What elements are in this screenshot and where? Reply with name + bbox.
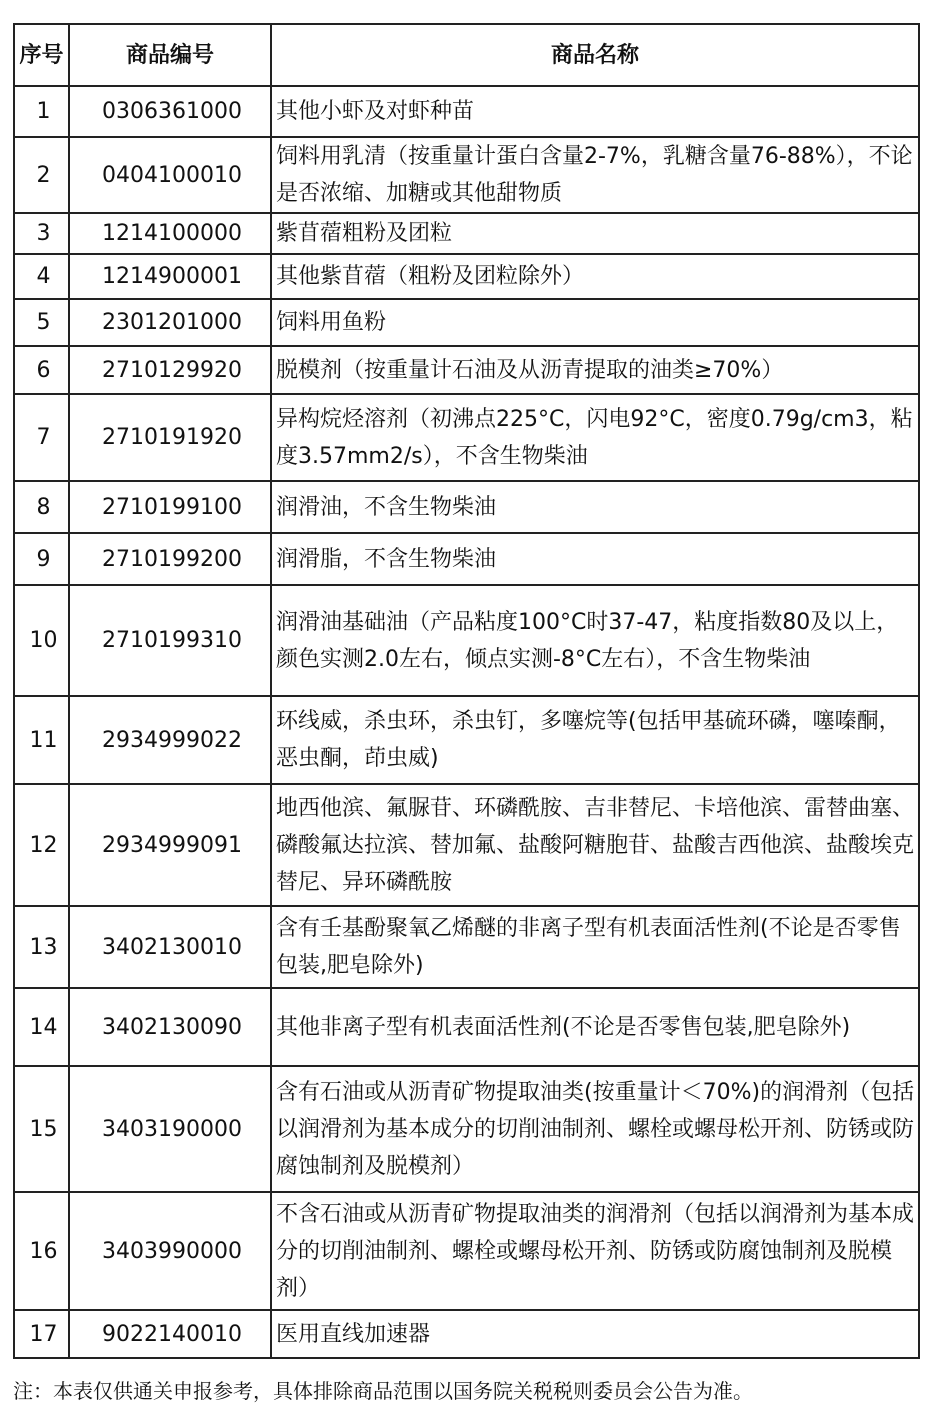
row-name: 润滑脂，不含生物柴油 bbox=[271, 533, 919, 585]
table-row bbox=[14, 394, 919, 481]
table-row bbox=[14, 137, 919, 213]
row-code: 2710199310 bbox=[69, 585, 271, 696]
row-seq: 12 bbox=[14, 784, 69, 906]
table-row bbox=[14, 1066, 919, 1192]
row-code: 0306361000 bbox=[69, 86, 271, 137]
row-seq: 8 bbox=[14, 481, 69, 533]
table-row bbox=[14, 696, 919, 784]
table-row bbox=[14, 213, 919, 254]
row-seq: 15 bbox=[14, 1066, 69, 1192]
row-name: 饲料用鱼粉 bbox=[271, 299, 919, 346]
row-code: 2710191920 bbox=[69, 394, 271, 481]
row-code: 2710199100 bbox=[69, 481, 271, 533]
row-seq: 9 bbox=[14, 533, 69, 585]
row-seq: 16 bbox=[14, 1192, 69, 1310]
table-row bbox=[14, 533, 919, 585]
row-code: 3402130010 bbox=[69, 906, 271, 988]
row-name: 润滑油，不含生物柴油 bbox=[271, 481, 919, 533]
row-code: 3403190000 bbox=[69, 1066, 271, 1192]
row-seq: 3 bbox=[14, 213, 69, 254]
row-name: 润滑油基础油（产品粘度100°C时37-47，粘度指数80及以上，颜色实测2.0左右，倾点实测-8°C左右），不含生物柴油 bbox=[271, 585, 919, 696]
row-name: 其他小虾及对虾种苗 bbox=[271, 86, 919, 137]
row-seq: 11 bbox=[14, 696, 69, 784]
row-code: 2934999091 bbox=[69, 784, 271, 906]
table-row bbox=[14, 988, 919, 1066]
table-row bbox=[14, 784, 919, 906]
row-seq: 17 bbox=[14, 1310, 69, 1358]
row-seq: 2 bbox=[14, 137, 69, 213]
row-seq: 5 bbox=[14, 299, 69, 346]
row-name: 含有石油或从沥青矿物提取油类(按重量计＜70%)的润滑剂（包括以润滑剂为基本成分的切削油制剂、螺栓或螺母松开剂、防锈或防腐蚀制剂及脱模剂） bbox=[271, 1066, 919, 1192]
row-name: 医用直线加速器 bbox=[271, 1310, 919, 1358]
row-code: 1214900001 bbox=[69, 254, 271, 299]
exclusion-table bbox=[13, 23, 920, 1359]
row-name: 地西他滨、氟脲苷、环磷酰胺、吉非替尼、卡培他滨、雷替曲塞、磷酸氟达拉滨、替加氟、盐酸阿糖胞苷、盐酸吉西他滨、盐酸埃克替尼、异环磷酰胺 bbox=[271, 784, 919, 906]
row-name: 其他紫苜蓿（粗粉及团粒除外） bbox=[271, 254, 919, 299]
row-code: 3402130090 bbox=[69, 988, 271, 1066]
table-row bbox=[14, 585, 919, 696]
table-row bbox=[14, 906, 919, 988]
row-seq: 6 bbox=[14, 346, 69, 394]
row-name: 不含石油或从沥青矿物提取油类的润滑剂（包括以润滑剂为基本成分的切削油制剂、螺栓或螺母松开剂、防锈或防腐蚀制剂及脱模剂） bbox=[271, 1192, 919, 1310]
row-code: 3403990000 bbox=[69, 1192, 271, 1310]
table-row bbox=[14, 1192, 919, 1310]
row-code: 2301201000 bbox=[69, 299, 271, 346]
footnote: 注：本表仅供通关申报参考，具体排除商品范围以国务院关税税则委员会公告为准。 bbox=[13, 1379, 753, 1403]
row-name: 含有壬基酚聚氧乙烯醚的非离子型有机表面活性剂(不论是否零售包装,肥皂除外) bbox=[271, 906, 919, 988]
table-row bbox=[14, 254, 919, 299]
row-name: 饲料用乳清（按重量计蛋白含量2-7%，乳糖含量76-88%），不论是否浓缩、加糖或其他甜物质 bbox=[271, 137, 919, 213]
row-seq: 10 bbox=[14, 585, 69, 696]
header-code: 商品编号 bbox=[69, 24, 271, 86]
row-code: 9022140010 bbox=[69, 1310, 271, 1358]
header-name: 商品名称 bbox=[271, 24, 919, 86]
row-seq: 7 bbox=[14, 394, 69, 481]
row-name: 异构烷烃溶剂（初沸点225°C，闪电92°C，密度0.79g/cm3，粘度3.57mm2/s），不含生物柴油 bbox=[271, 394, 919, 481]
row-code: 2710129920 bbox=[69, 346, 271, 394]
row-seq: 1 bbox=[14, 86, 69, 137]
row-seq: 13 bbox=[14, 906, 69, 988]
row-code: 1214100000 bbox=[69, 213, 271, 254]
row-code: 0404100010 bbox=[69, 137, 271, 213]
row-code: 2934999022 bbox=[69, 696, 271, 784]
row-seq: 4 bbox=[14, 254, 69, 299]
table-row bbox=[14, 481, 919, 533]
row-name: 环线威，杀虫环，杀虫钉，多噻烷等(包括甲基硫环磷，噻嗪酮，恶虫酮，茚虫威) bbox=[271, 696, 919, 784]
table-row bbox=[14, 86, 919, 137]
header-seq: 序号 bbox=[14, 24, 69, 86]
table-row bbox=[14, 346, 919, 394]
row-name: 其他非离子型有机表面活性剂(不论是否零售包装,肥皂除外) bbox=[271, 988, 919, 1066]
row-name: 紫苜蓿粗粉及团粒 bbox=[271, 213, 919, 254]
header-row bbox=[14, 24, 919, 86]
table-row bbox=[14, 299, 919, 346]
row-code: 2710199200 bbox=[69, 533, 271, 585]
row-name: 脱模剂（按重量计石油及从沥青提取的油类≥70%） bbox=[271, 346, 919, 394]
table-row bbox=[14, 1310, 919, 1358]
row-seq: 14 bbox=[14, 988, 69, 1066]
